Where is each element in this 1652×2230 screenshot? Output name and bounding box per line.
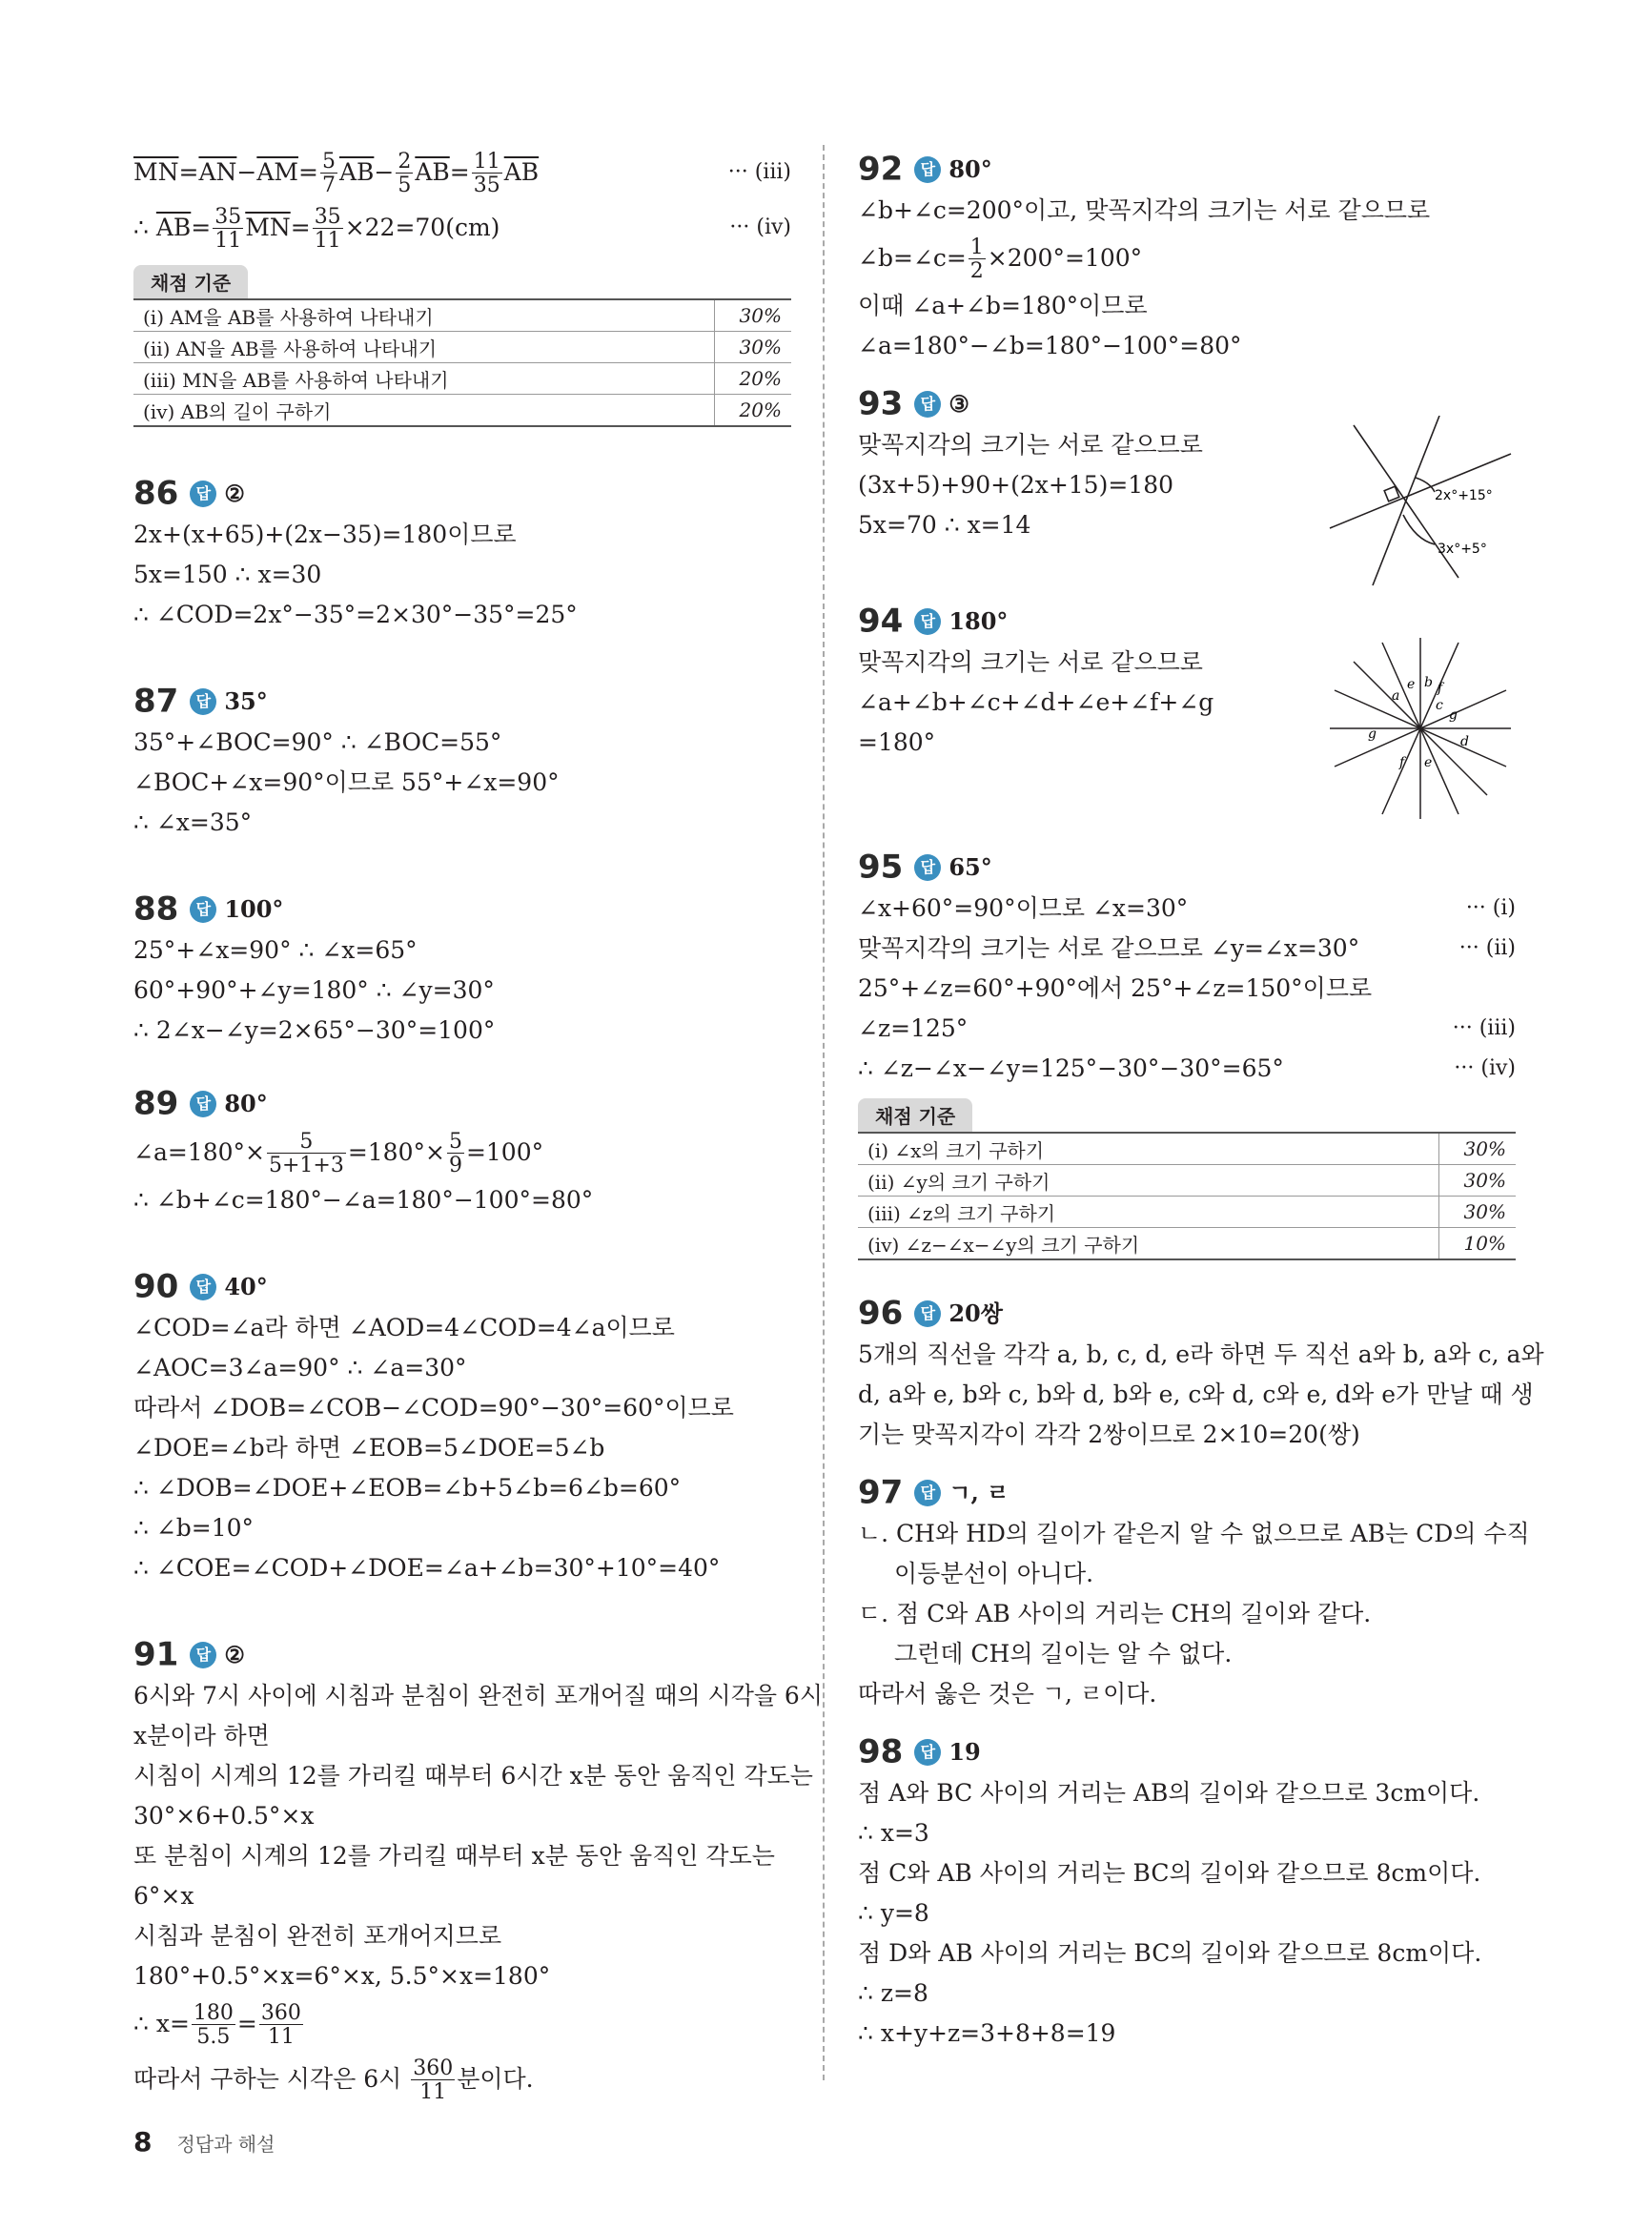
text-line: 따라서 ∠DOB=∠COB−∠COD=90°−30°=60°이므로 <box>133 1394 734 1422</box>
text-line: 60°+90°+∠y=180° ∴ ∠y=30° <box>133 976 495 1004</box>
text-line: 시침과 분침이 완전히 포개어지므로 <box>133 1922 502 1950</box>
problem-91-header: 91 답 ② <box>133 1635 245 1674</box>
page-number: 8 <box>133 2126 153 2158</box>
text-line: x분이라 하면 <box>133 1722 270 1749</box>
table-row: (iii) MN을 AB를 사용하여 나타내기 20% <box>133 363 791 395</box>
table-row: (iii) ∠z의 크기 구하기 30% <box>858 1197 1516 1228</box>
text-line: 5x=70 ∴ x=14 <box>858 511 1031 539</box>
text-line: 맞꼭지각의 크기는 서로 같으므로 ∠y=∠x=30° ··· (ii) <box>858 934 1516 962</box>
table-row: (i) AM을 AB를 사용하여 나타내기 30% <box>133 299 791 332</box>
eq-mn: $\overline{MN}=\overline{AN}-\overline{AM}=$ $\frac{5}{7}$ $\overline{AB}-$ $\frac{2}{5}$ $\overline{AB}=$ $\frac{11}{35}$ $\overline{AB}$ ··· (iii) <box>133 150 791 197</box>
angle-label: 3x°+5° <box>1438 542 1487 557</box>
text-line: ∴ ∠COE=∠COD+∠DOE=∠a+∠b=30°+10°=40° <box>133 1554 721 1582</box>
problem-86-header: 86 답 ② <box>133 474 245 513</box>
text-line: ∠a=180°−∠b=180°−100°=80° <box>858 332 1242 359</box>
text-line: 2x+(x+65)+(2x−35)=180이므로 <box>133 521 517 548</box>
text-line: 또 분침이 시계의 12를 가리킬 때부터 x분 동안 움직인 각도는 <box>133 1842 775 1870</box>
right-column <box>858 145 1544 2054</box>
table-row: (iv) ∠z−∠x−∠y의 크기 구하기 10% <box>858 1228 1516 1260</box>
text-line: 이때 ∠a+∠b=180°이므로 <box>858 292 1148 319</box>
text-line: 점 C와 AB 사이의 거리는 BC의 길이와 같으므로 8cm이다. <box>858 1859 1481 1887</box>
text-line: 점 D와 AB 사이의 거리는 BC의 길이와 같으므로 8cm이다. <box>858 1939 1482 1967</box>
angle-label: 2x°+15° <box>1435 488 1493 503</box>
text-line: ∴ ∠COD=2x°−35°=2×30°−35°=25° <box>133 601 578 628</box>
text-line: ∠b+∠c=200°이고, 맞꼭지각의 크기는 서로 같으므로 <box>858 196 1431 224</box>
text-line: 25°+∠z=60°+90°에서 25°+∠z=150°이므로 <box>858 974 1373 1002</box>
text-line: ∴ z=8 <box>858 1979 928 2007</box>
angle-label: d <box>1460 734 1469 749</box>
rubric-table-right <box>858 1098 1516 1260</box>
problem-92-header: 92 답 80° <box>858 150 992 189</box>
angle-label: g <box>1449 707 1458 723</box>
text-line: 25°+∠x=90° ∴ ∠x=65° <box>133 936 418 964</box>
text-line: d, a와 e, b와 c, b와 d, b와 e, c와 d, c와 e, d와 e가 만날 때 생 <box>858 1381 1534 1408</box>
text-line: 35°+∠BOC=90° ∴ ∠BOC=55° <box>133 728 502 756</box>
text-line: ∠DOE=∠b라 하면 ∠EOB=5∠DOE=5∠b <box>133 1434 605 1462</box>
diagram-line <box>1373 416 1439 585</box>
text-line: 맞꼭지각의 크기는 서로 같으므로 <box>858 431 1203 459</box>
column-divider <box>823 145 825 2080</box>
problem-89-header: 89 답 80° <box>133 1084 268 1123</box>
text-line: 점 A와 BC 사이의 거리는 AB의 길이와 같으므로 3cm이다. <box>858 1779 1480 1807</box>
text-line: =180° <box>858 728 936 756</box>
angle-label: e <box>1407 677 1416 692</box>
rubric-table-left <box>133 265 791 427</box>
problem-88-header: 88 답 100° <box>133 890 284 929</box>
problem-93-header: 93 답 ③ <box>858 384 969 423</box>
angle-label: c <box>1436 698 1443 713</box>
problem-90-header: 90 답 40° <box>133 1267 268 1306</box>
rubric-title: 채점 기준 <box>858 1098 972 1132</box>
text-line: ∴ ∠DOB=∠DOE+∠EOB=∠b+5∠b=6∠b=60° <box>133 1474 682 1502</box>
text-line: ∴ x=3 <box>858 1819 929 1847</box>
text-line: 맞꼭지각의 크기는 서로 같으므로 <box>858 648 1203 676</box>
text-line: ∴ y=8 <box>858 1899 929 1927</box>
figure-94-star <box>1325 633 1516 824</box>
text-line: ∴ ∠b+∠c=180°−∠a=180°−100°=80° <box>133 1186 594 1214</box>
problem-93-body <box>858 425 1516 568</box>
text-line: 따라서 옳은 것은 ㄱ, ㄹ이다. <box>858 1680 1157 1708</box>
angle-label: g <box>1368 726 1377 742</box>
problem-87-header: 87 답 35° <box>133 682 268 721</box>
text-line: 이등분선이 아니다. <box>894 1560 1094 1587</box>
text-line: 5개의 직선을 각각 a, b, c, d, e라 하면 두 직선 a와 b, a와 c, a와 <box>858 1340 1544 1368</box>
text-line: ∴ 2∠x−∠y=2×65°−30°=100° <box>133 1016 496 1044</box>
problem-95-header: 95 답 65° <box>858 848 992 887</box>
text-line: 기는 맞꼭지각이 각각 2쌍이므로 2×10=20(쌍) <box>858 1421 1360 1448</box>
text-line: ∠z=125° ··· (iii) <box>858 1014 1516 1042</box>
text-line: ∴ ∠z−∠x−∠y=125°−30°−30°=65° ··· (iv) <box>858 1054 1516 1082</box>
table-row: (i) ∠x의 크기 구하기 30% <box>858 1133 1516 1165</box>
angle-label: e <box>1424 755 1433 770</box>
text-line: 시침이 시계의 12를 가리킬 때부터 6시간 x분 동안 움직인 각도는 <box>133 1762 813 1790</box>
problem-97-header: 97 답 ㄱ, ㄹ <box>858 1473 1010 1512</box>
eq-ab: ∴ $\overline{AB}=$ $\frac{35}{11}$ $\overline{MN}=$ $\frac{35}{11}$ ×22=70(cm) ··· (iv) <box>133 205 791 253</box>
text-line: ∠COD=∠a라 하면 ∠AOD=4∠COD=4∠a이므로 <box>133 1314 675 1341</box>
problem-98-header: 98 답 19 <box>858 1732 981 1771</box>
text-line: 180°+0.5°×x=6°×x, 5.5°×x=180° <box>133 1962 551 1990</box>
text-line: 5x=150 ∴ x=30 <box>133 561 322 588</box>
page-footer <box>133 2126 275 2158</box>
left-column <box>133 145 823 2107</box>
problem-96-header: 96 답 20쌍 <box>858 1294 1003 1333</box>
problem-94-header: 94 답 180° <box>858 602 1009 641</box>
problem-94-body <box>858 643 1516 843</box>
text-line: ∠AOC=3∠a=90° ∴ ∠a=30° <box>133 1354 467 1381</box>
text-line: ∴ x+y+z=3+8+8=19 <box>858 2019 1116 2047</box>
footer-title: 정답과 해설 <box>176 2133 275 2156</box>
text-line: ㄴ. CH와 HD의 길이가 같은지 알 수 없으므로 AB는 CD의 수직 <box>858 1520 1530 1547</box>
text-line: ∴ ∠x=35° <box>133 808 253 836</box>
text-line: ㄷ. 점 C와 AB 사이의 거리는 CH의 길이와 같다. <box>858 1600 1372 1627</box>
text-line: 30°×6+0.5°×x <box>133 1802 315 1830</box>
table-row: (ii) ∠y의 크기 구하기 30% <box>858 1165 1516 1197</box>
text-line: 그런데 CH의 길이는 알 수 없다. <box>894 1640 1233 1667</box>
text-line: ∠BOC+∠x=90°이므로 55°+∠x=90° <box>133 768 560 796</box>
text-line: ∴ ∠b=10° <box>133 1514 255 1542</box>
angle-label: f <box>1438 681 1443 696</box>
text-line: ∠b=∠c= $\frac{1}{2}$ ×200°=100° <box>858 235 1143 283</box>
text-line: ∠x+60°=90°이므로 ∠x=30° ··· (i) <box>858 894 1516 922</box>
text-line: ∠a+∠b+∠c+∠d+∠e+∠f+∠g <box>858 688 1214 716</box>
text-line: 따라서 구하는 시각은 6시 $\frac{360}{11}$ 분이다. <box>133 2056 534 2104</box>
rubric-title: 채점 기준 <box>133 265 248 298</box>
text-line: 6°×x <box>133 1882 194 1910</box>
angle-label: b <box>1424 675 1433 690</box>
angle-label: f <box>1399 755 1405 770</box>
table-row: (iv) AB의 길이 구하기 20% <box>133 395 791 427</box>
figure-93-lines <box>1325 416 1516 587</box>
text-line: ∠a=180°× $\frac{5}{5+1+3}$ =180°× $\frac{5}{9}$ =100° <box>133 1130 544 1177</box>
text-line: ∴ x= $\frac{180}{5.5}$ = $\frac{360}{11}$ <box>133 2001 301 2049</box>
table-row: (ii) AN을 AB를 사용하여 나타내기 30% <box>133 332 791 363</box>
angle-label: a <box>1392 688 1400 704</box>
text-line: (3x+5)+90+(2x+15)=180 <box>858 471 1174 499</box>
text-line: 6시와 7시 사이에 시침과 분침이 완전히 포개어질 때의 시각을 6시 <box>133 1682 823 1709</box>
